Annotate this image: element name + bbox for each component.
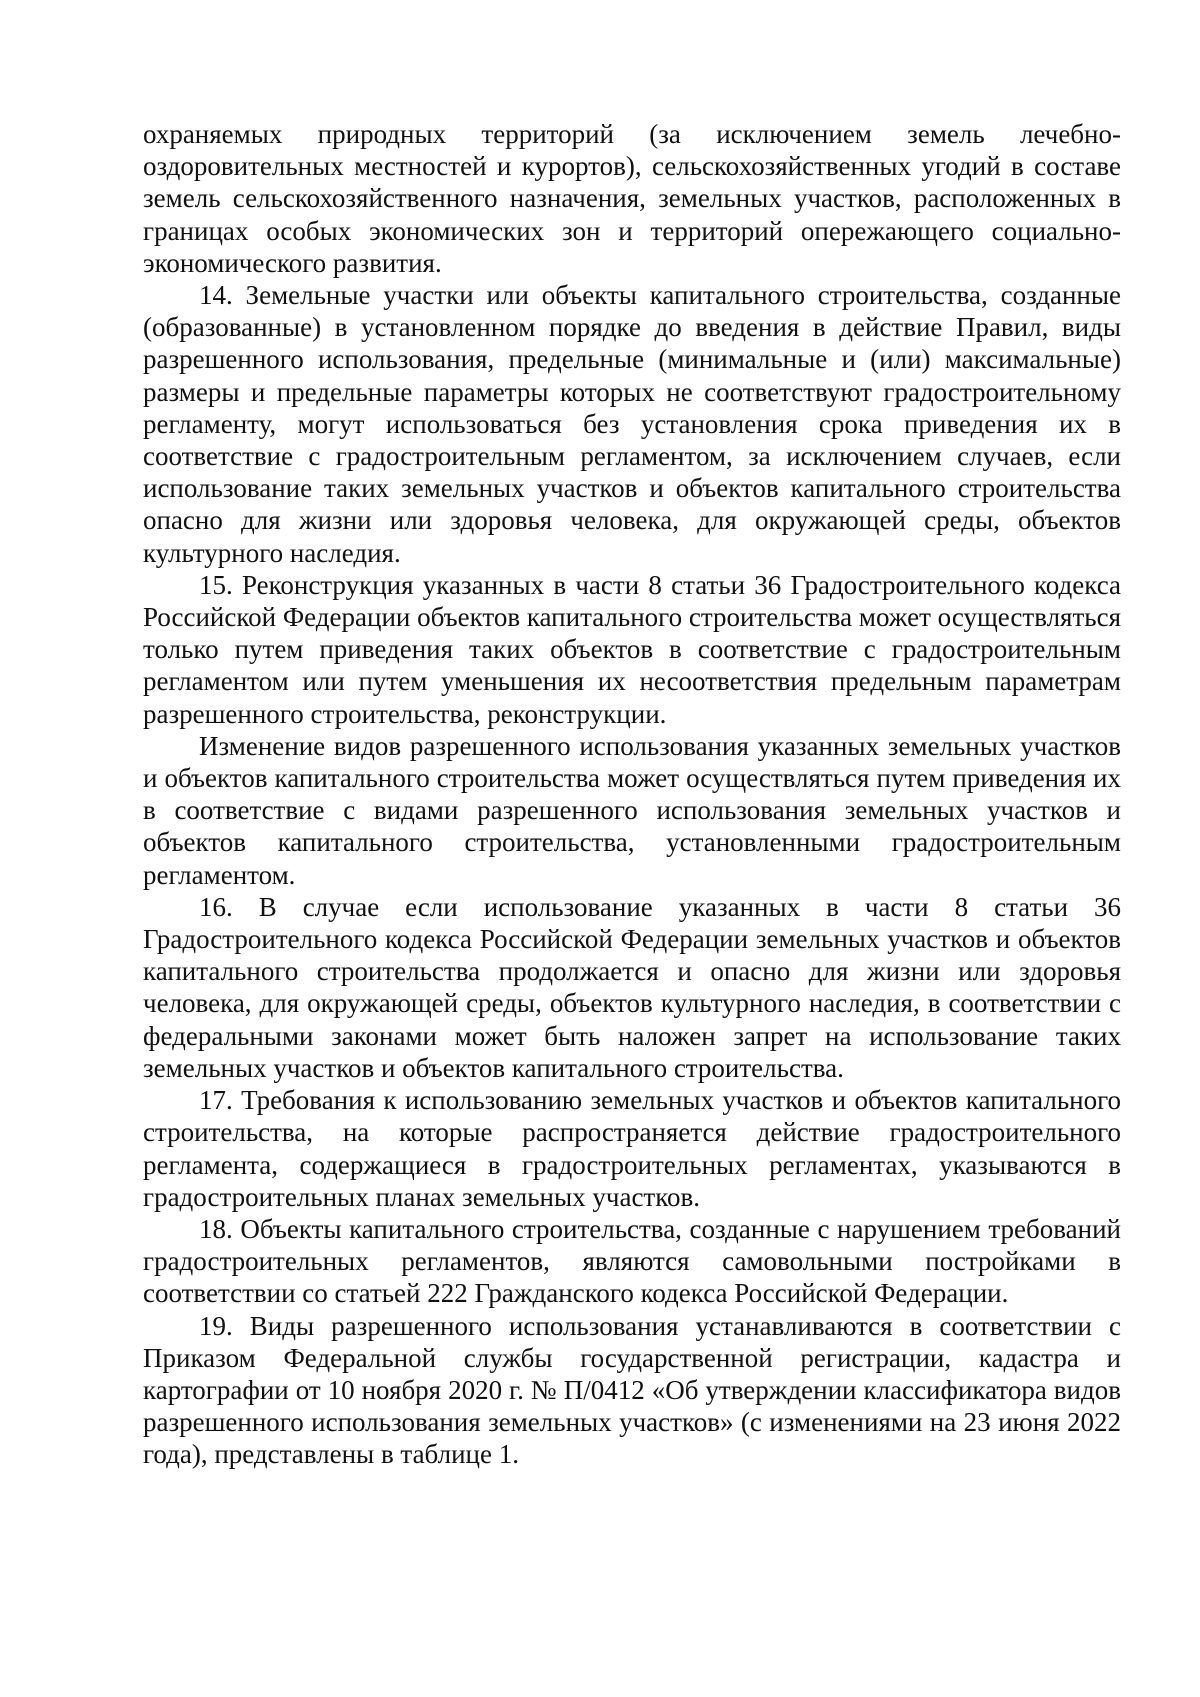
document-body xyxy=(143,118,1121,1471)
paragraph-item-16: 16. В случае если использование указанных в части 8 статьи 36 Градостроительного кодекса Российской Федерации земельных участков и объектов капитального строительства продолжается и опасно для жизни или здоровья человека, для окружающей среды, объектов культурного наследия, в соответствии с федеральными законами может быть наложен запрет на использование таких земельных участков и объектов капитального строительства. xyxy=(143,891,1121,1083)
paragraph-item-17: 17. Требования к использованию земельных участков и объектов капитального строительства, на которые распространяется действие градостроительного регламента, содержащиеся в градостроительных регламентах, указываются в градостроительных планах земельных участков. xyxy=(143,1085,1121,1212)
paragraph-continuation: охраняемых природных территорий (за исключением земель лечебно-оздоровительных местностей и курортов), сельскохозяйственных угодий в составе земель сельскохозяйственного назначения, земельных участков, расположенных в границах особых экономических зон и территорий опережающего социально-экономического развития. xyxy=(143,119,1121,278)
paragraph-item-15: 15. Реконструкция указанных в части 8 статьи 36 Градостроительного кодекса Российской Федерации объектов капитального строительства может осуществляться только путем приведения таких объектов в соответствие с градостроительным регламентом или путем уменьшения их несоответствия предельным параметрам разрешенного строительства, реконструкции. xyxy=(143,569,1121,729)
paragraph-item-18: 18. Объекты капитального строительства, созданные с нарушением требований градостроительных регламентов, являются самовольными постройками в соответствии со статьей 222 Гражданского кодекса Российской Федерации. xyxy=(143,1213,1121,1309)
paragraph-item-14: 14. Земельные участки или объекты капитального строительства, созданные (образованные) в установленном порядке до введения в действие Правил, виды разрешенного использования, предельные (минимальные и (или) максимальные) размеры и предельные параметры которых не соответствуют градостроительному регламенту, могут использоваться без установления срока приведения их в соответствие с градостроительным регламентом, за исключением случаев, если использование таких земельных участков и объектов капитального строительства опасно для жизни или здоровья человека, для окружающей среды, объектов культурного наследия. xyxy=(143,280,1121,568)
paragraph-item-15-continued: Изменение видов разрешенного использования указанных земельных участков и объектов капитального строительства может осуществляться путем приведения их в соответствие с видами разрешенного использования земельных участков и объектов капитального строительства, установленными градостроительным регламентом. xyxy=(143,730,1121,890)
paragraph-item-19: 19. Виды разрешенного использования устанавливаются в соответствии с Приказом Федеральной службы государственной регистрации, кадастра и картографии от 10 ноября 2020 г. № П/0412 «Об утверждении классификатора видов разрешенного использования земельных участков» (с изменениями на 23 июня 2022 года), представлены в таблице 1. xyxy=(143,1310,1121,1470)
